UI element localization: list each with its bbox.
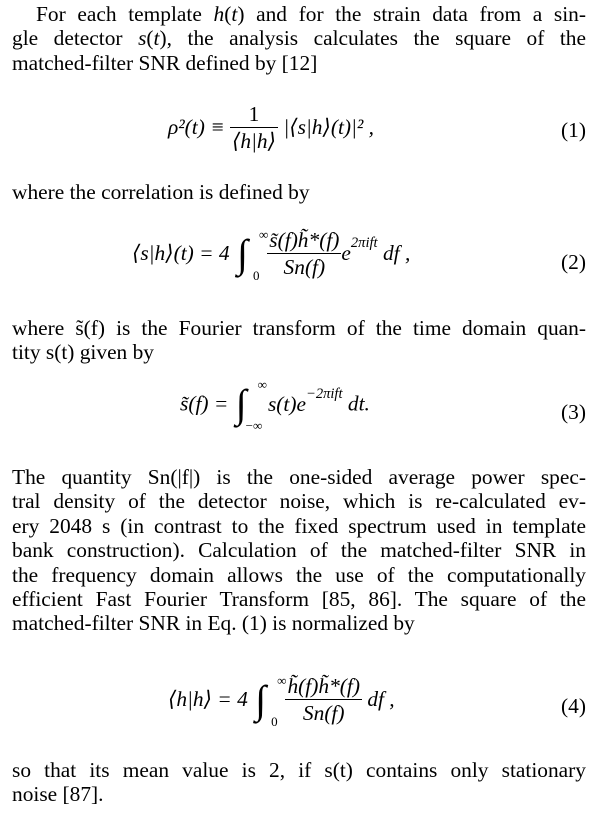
- equation-2: [0, 228, 598, 294]
- equation-3-integrand: s(t)e: [267, 391, 306, 416]
- paragraph-4-line-1: The quantity Sn(|f|) is the one-sided average power spec-: [12, 465, 586, 489]
- paragraph-3: [12, 316, 586, 365]
- equation-3-lhs: s̃(f) =: [180, 391, 229, 416]
- equation-4-lhs: ⟨h|h⟩ = 4: [168, 687, 248, 711]
- equation-2-denominator: Sn(f): [283, 255, 326, 279]
- paragraph-1: [12, 2, 586, 75]
- paragraph-5-line-2: noise [87].: [12, 782, 104, 807]
- equation-3-body: [180, 377, 370, 433]
- equation-2-tail: df ,: [382, 241, 411, 265]
- equation-2-lhs: ⟨s|h⟩(t) = 4: [132, 241, 230, 265]
- equation-2-fraction: [267, 228, 341, 279]
- paragraph-1-line-1: For each template h(t) and for the strain data from a sin-: [36, 2, 586, 26]
- paragraph-5-line-1: so that its mean value is 2, if s(t) contains only stationary: [12, 758, 586, 782]
- equation-4-upper-limit: ∞: [277, 672, 287, 688]
- equation-1-number: (1): [561, 118, 586, 142]
- equation-1-rhs: |⟨s|h⟩(t)|² ,: [283, 115, 374, 139]
- paragraph-5: [12, 758, 586, 807]
- equation-1: [0, 102, 598, 162]
- equation-3-exponent: −2πift: [306, 385, 343, 402]
- equation-4-numerator: h̃(f)h̃*(f): [287, 674, 360, 698]
- paragraph-4-line-2: tral density of the detector noise, which is re-calculated ev-: [12, 489, 586, 514]
- equation-2-body: ⟨s|h⟩(t) = 4 ∫ ∞ 0 $\frac{s̃(f)h̃*(f)}{Sn(f)}$ $e^{2\pi ift}$ df ,: [132, 226, 411, 283]
- equation-1-numerator: 1: [230, 102, 278, 128]
- integral-sign: ∫ ∞ −∞: [235, 377, 267, 433]
- equation-3-number: (3): [561, 400, 586, 424]
- equation-4-lower-limit: 0: [271, 713, 278, 729]
- equation-3-tail: dt.: [347, 391, 370, 416]
- paragraph-4-line-6: efficient Fast Fourier Transform [85, 86]. The square of the: [12, 586, 586, 611]
- paragraph-4-line-3: ery 2048 s (in contrast to the fixed spectrum used in template: [12, 513, 586, 538]
- equation-1-denominator: ⟨h|h⟩: [232, 129, 276, 153]
- paragraph-4: [12, 465, 586, 636]
- equation-2-lower-limit: 0: [252, 267, 260, 283]
- equation-4-fraction: [285, 674, 361, 725]
- equation-2-number: (2): [561, 250, 586, 274]
- equation-1-fraction: [230, 102, 278, 153]
- equation-2-exponent: 2πift: [350, 235, 378, 251]
- equation-1-lhs: ρ²(t) ≡: [168, 115, 225, 139]
- paragraph-1-line-2: gle detector s(t), the analysis calculates the square of the: [12, 26, 586, 51]
- paragraph-4-line-5: the frequency domain allows the use of the computationally: [12, 562, 586, 587]
- equation-3: [0, 377, 598, 440]
- paragraph-3-line-1: where s̃(f) is the Fourier transform of the time domain quan-: [12, 316, 586, 340]
- equation-2-upper-limit: ∞: [258, 226, 269, 242]
- integral-sign: ∫ ∞ 0: [255, 672, 287, 729]
- equation-4: [0, 674, 598, 738]
- paragraph-1-line-3: matched-filter SNR defined by [12]: [12, 50, 318, 75]
- equation-4-body: [168, 672, 395, 729]
- paragraph-2-line-1: where the correlation is defined by: [12, 180, 310, 204]
- equation-4-number: (4): [561, 694, 586, 718]
- integral-sign: ∫ ∞ 0: [236, 226, 269, 283]
- paragraph-2: [12, 180, 586, 204]
- equation-2-numerator: s̃(f)h̃*(f): [269, 228, 340, 252]
- paragraph-4-line-4: bank construction). Calculation of the matched-filter SNR in: [12, 538, 586, 563]
- paragraph-4-line-7: matched-filter SNR in Eq. (1) is normalized by: [12, 611, 415, 636]
- equation-4-tail: df ,: [367, 687, 395, 711]
- paragraph-3-line-2: tity s(t) given by: [12, 340, 154, 365]
- equation-3-upper-limit: ∞: [257, 377, 267, 392]
- equation-4-denominator: Sn(f): [302, 701, 345, 725]
- equation-3-lower-limit: −∞: [245, 418, 263, 433]
- equation-1-body: [168, 102, 374, 153]
